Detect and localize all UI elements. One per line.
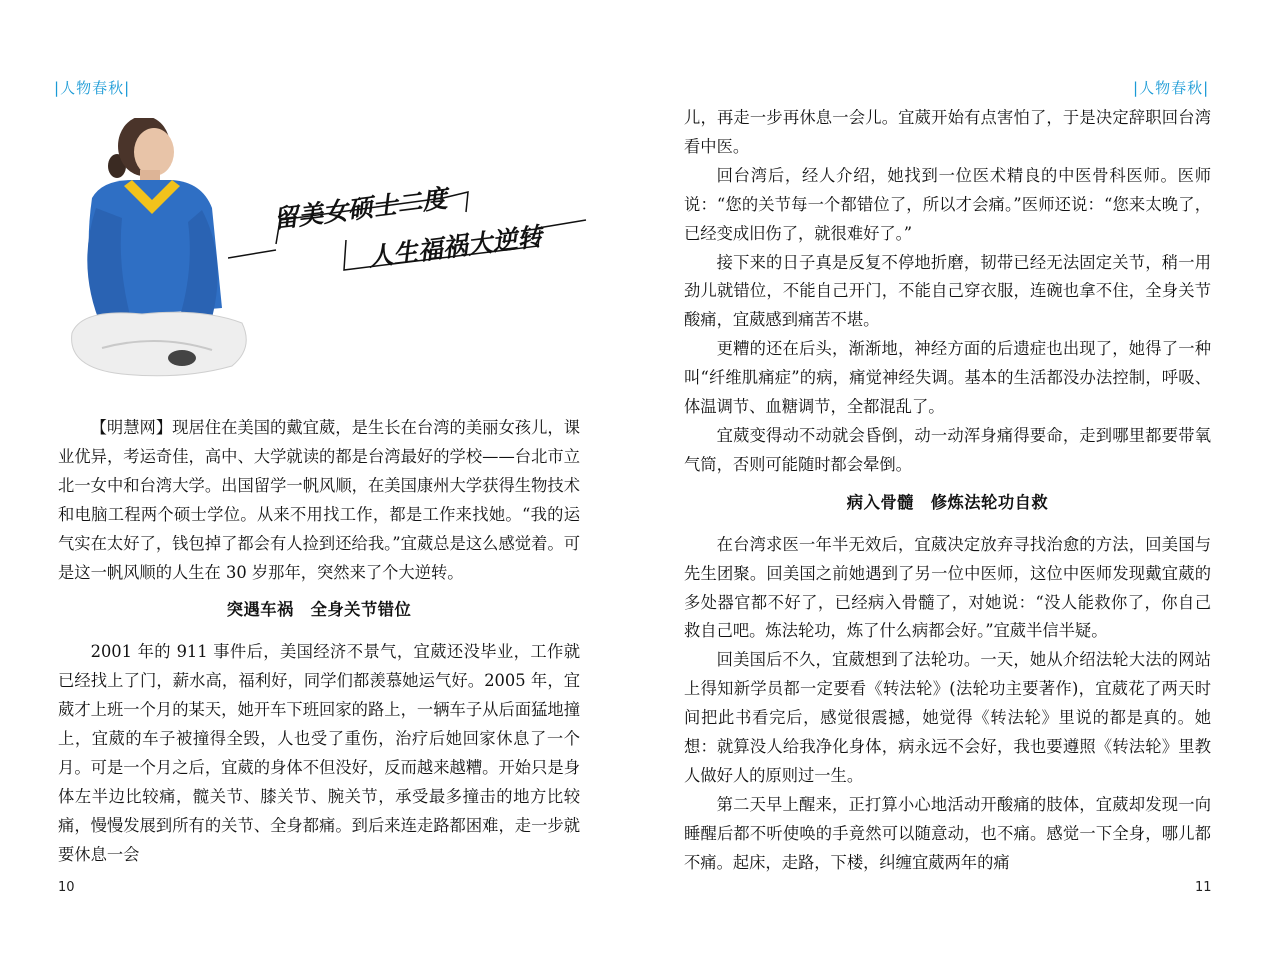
- meditation-photo: [62, 118, 252, 380]
- subheading: 病入骨髓 修炼法轮功自救: [846, 492, 1049, 512]
- paragraph: 在台湾求医一年半无效后，宜葳决定放弃寻找治愈的方法，回美国与先生团聚。回美国之前她遇到了另一位中医师，这位中医师发现戴宜葳的多处器官都不好了，已经病入骨髓了，对她说：“没人能救你了，你自己救自己吧。炼法轮功，炼了什么病都会好。”宜葳半信半疑。: [684, 534, 1211, 641]
- right-body-text: [684, 104, 1211, 878]
- subheading: 突遇车祸 全身关节错位: [226, 600, 412, 620]
- paragraph: 宜葳变得动不动就会昏倒，动一动浑身痛得要命，走到哪里都要带氧气筒，否则可能随时都会晕倒。: [684, 425, 1211, 474]
- section-tag: | 人物春秋 |: [54, 77, 130, 98]
- section-tag: | 人物春秋 |: [1133, 77, 1209, 98]
- paragraph: 回台湾后，经人介绍，她找到一位医术精良的中医骨科医师。医师说：“您的关节每一个都错位了，所以才会痛。”医师还说：“您来太晚了，已经变成旧伤了，就很难好了。”: [684, 165, 1211, 243]
- paragraph: 更糟的还在后头，渐渐地，神经方面的后遗症也出现了，她得了一种叫“纤维肌痛症”的病，痛觉神经失调。基本的生活都没办法控制，呼吸、体温调节、血糖调节，全都混乱了。: [684, 339, 1211, 417]
- paragraph: 接下来的日子真是反复不停地折磨，韧带已经无法固定关节，稍一用劲儿就错位，不能自己开门，不能自己穿衣服，连碗也拿不住，全身关节酸痛，宜葳感到痛苦不堪。: [684, 252, 1211, 330]
- title-line-1: 留美女硕士二度: [271, 183, 449, 234]
- article-title: [228, 180, 588, 290]
- left-page: [0, 0, 632, 978]
- title-line-2: 人生福祸大逆转: [366, 221, 544, 272]
- page-number: 10: [58, 880, 75, 895]
- left-body-text: [58, 414, 580, 870]
- paragraph: 回美国后不久，宜葳想到了法轮功。一天，她从介绍法轮大法的网站上得知新学员都一定要看《转法轮》(法轮功主要著作)，宜葳花了两天时间把此书看完后，感觉很震撼，她觉得《转法轮》里说的都是真的。她想：就算没人给我净化身体，病永远不会好，我也要遵照《转法轮》里教人做好人的原则过一生。: [684, 650, 1211, 785]
- page-number: 11: [1195, 880, 1212, 895]
- paragraph: 2001 年的 911 事件后，美国经济不景气，宜葳还没毕业，工作就已经找上了门，薪水高，福利好，同学们都羡慕她运气好。2005 年，宜葳才上班一个月的某天，她开车下班回家的路上，一辆车子从后面猛地撞上，宜葳的车子被撞得全毁，人也受了重伤，治疗后她回家休息了一个月。可是一个月之后，宜葳的身体不但没好，反而越来越糟。开始只是身体左半边比较痛，髋关节、膝关节、腕关节，承受最多撞击的地方比较痛，慢慢发展到所有的关节、全身都痛。到后来连走路都困难，走一步就要休息一会: [58, 642, 580, 864]
- paragraph: 【明慧网】现居住在美国的戴宜葳，是生长在台湾的美丽女孩儿，课业优异，考运奇佳，高中、大学就读的都是台湾最好的学校——台北市立北一女中和台湾大学。出国留学一帆风顺，在美国康州大学获得生物技术和电脑工程两个硕士学位。从来不用找工作，都是工作来找她。“我的运气实在太好了，钱包掉了都会有人捡到还给我。”宜葳总是这么感觉着。可是这一帆风顺的人生在 30 岁那年，突然来了个大逆转。: [58, 418, 580, 582]
- paragraph: 儿，再走一步再休息一会儿。宜葳开始有点害怕了，于是决定辞职回台湾看中医。: [684, 108, 1211, 156]
- paragraph: 第二天早上醒来，正打算小心地活动开酸痛的肢体，宜葳却发现一向睡醒后都不听使唤的手竟然可以随意动，也不痛。感觉一下全身，哪儿都不痛。起床，走路，下楼，纠缠宜葳两年的痛: [684, 794, 1211, 872]
- right-page: [633, 0, 1265, 978]
